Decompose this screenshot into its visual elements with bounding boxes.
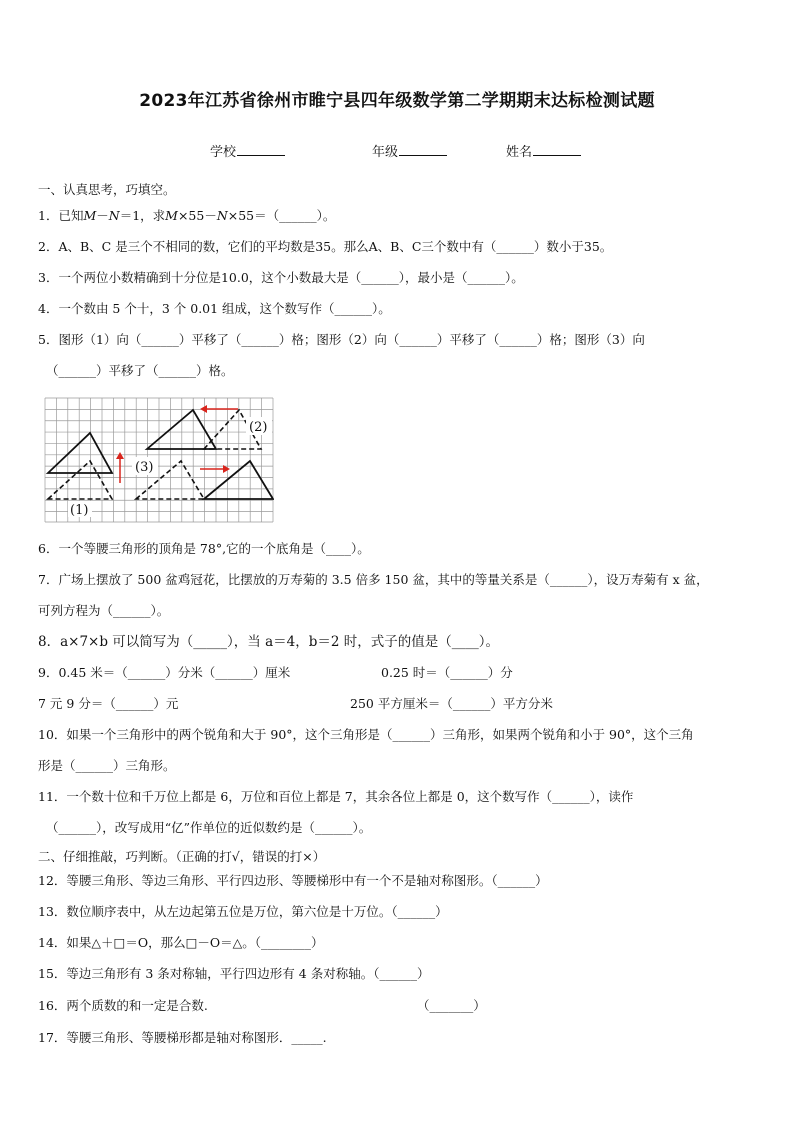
student-info-row <box>0 141 794 161</box>
figure-label-1: (1) <box>70 503 89 518</box>
question-7-line-2: 可列方程为（______）。 <box>38 603 170 618</box>
question-5-line-1: 5．图形（1）向（______）平移了（______）格；图形（2）向（______）平移了（______）格；图形（3）向 <box>38 332 645 347</box>
question-13: 13．数位顺序表中，从左边起第五位是万位，第六位是十万位。（______） <box>38 904 448 919</box>
section-2-heading: 二、仔细推敲，巧判断。（正确的打√，错误的打×） <box>38 849 326 864</box>
arrow-up-icon <box>116 452 124 483</box>
question-7-line-1: 7．广场上摆放了 500 盆鸡冠花，比摆放的万寿菊的 3.5 倍多 150 盆，其中的等量关系是（______），设万寿菊有 x 盆， <box>38 572 709 587</box>
page-title: 2023年江苏省徐州市睢宁县四年级数学第二学期期末达标检测试题 <box>139 91 655 111</box>
name-field[interactable] <box>506 141 581 160</box>
school-blank[interactable] <box>237 143 285 156</box>
question-10-line-2: 形是（______）三角形。 <box>38 758 176 773</box>
question-10-line-1: 10．如果一个三角形中的两个锐角和大于 90°，这个三角形是（______）三角形，如果两个锐角和小于 90°，这个三角 <box>38 727 694 742</box>
question-5-line-2: （______）平移了（______）格。 <box>46 363 234 378</box>
grade-blank[interactable] <box>399 143 447 156</box>
question-4: 4．一个数由 5 个十，3 个 0.01 组成，这个数写作（______）。 <box>38 301 391 316</box>
translation-grid-figure <box>44 397 274 523</box>
question-8: 8．a×7×b 可以简写为（_____），当 a＝4，b＝2 时，式子的值是（____）。 <box>38 634 499 650</box>
question-16-answer: （_______） <box>417 998 486 1013</box>
name-label: 姓名 <box>506 145 533 160</box>
school-label: 学校 <box>210 145 237 160</box>
question-1: 1．已知𝑀－𝑁＝1，求𝑀×55－𝑁×55＝（______）。 <box>38 208 336 223</box>
question-14: 14．如果△＋□＝O，那么□－O＝△。（________） <box>38 935 324 950</box>
figure-label-2: (2) <box>249 420 268 435</box>
question-11-line-1: 11．一个数十位和千万位上都是 6，万位和百位上都是 7，其余各位上都是 0，这个数写作（______），读作 <box>38 789 634 804</box>
school-field[interactable] <box>210 141 285 160</box>
question-11-line-2: （______），改写成用“亿”作单位的近似数约是（______）。 <box>46 820 372 835</box>
question-17: 17．等腰三角形、等腰梯形都是轴对称图形．_____. <box>38 1030 327 1045</box>
question-2: 2．A、B、C 是三个不相同的数，它们的平均数是35。那么A、B、C三个数中有（______）数小于35。 <box>38 239 613 254</box>
section-1-heading: 一、认真思考，巧填空。 <box>38 182 176 197</box>
grade-label: 年级 <box>372 145 399 160</box>
figure-label-3: (3) <box>135 460 154 475</box>
arrow-left-icon <box>200 405 238 413</box>
name-blank[interactable] <box>533 143 581 156</box>
triangle-1-solid <box>48 433 112 473</box>
question-3: 3．一个两位小数精确到十分位是10.0，这个小数最大是（______），最小是（______）。 <box>38 270 524 285</box>
question-9-part-1: 9．0.45 米＝（______）分米（______）厘米 <box>38 665 291 680</box>
question-12: 12．等腰三角形、等边三角形、平行四边形、等腰梯形中有一个不是轴对称图形。（______） <box>38 873 548 888</box>
question-9-part-4: 250 平方厘米＝（______）平方分米 <box>350 696 553 711</box>
question-6: 6．一个等腰三角形的顶角是 78°,它的一个底角是（____）。 <box>38 541 370 556</box>
question-16: 16．两个质数的和一定是合数. <box>38 998 208 1013</box>
question-9-part-2: 0.25 时＝（______）分 <box>381 665 513 680</box>
question-15: 15．等边三角形有 3 条对称轴，平行四边形有 4 条对称轴。（______） <box>38 966 430 981</box>
triangle-1-dashed <box>48 461 112 499</box>
grade-field[interactable] <box>372 141 447 160</box>
question-9-part-3: 7 元 9 分＝（______）元 <box>38 696 179 711</box>
